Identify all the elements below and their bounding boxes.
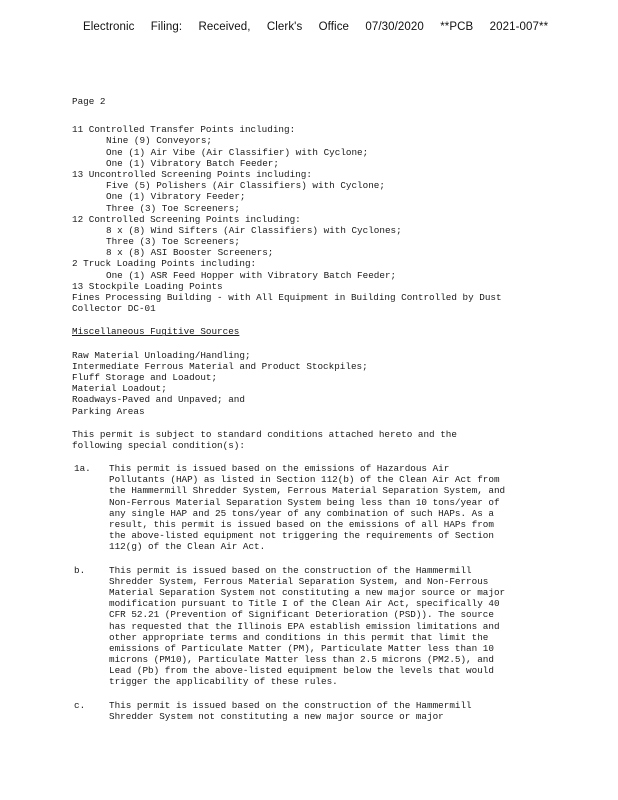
condition-label: 1a. [74,463,91,475]
condition-b [72,565,572,688]
intro-line: This permit is subject to standard conditions attached hereto and the [72,428,457,440]
list-item: One (1) Air Vibe (Air Classifier) with Cyclone; [106,146,369,158]
section-heading: 13 Uncontrolled Screening Points including: [72,168,312,180]
header-pcb: **PCB [440,21,474,33]
condition-line: other appropriate terms and conditions in this permit that limit the [109,631,489,643]
document-body [72,96,572,722]
list-item: One (1) Vibratory Batch Feeder; [106,157,279,169]
list-item: Three (3) Toe Screeners; [106,202,240,214]
condition-line: Pollutants (HAP) as listed in Section 112(b) of the Clean Air Act from [109,474,500,486]
condition-line: the Hammermill Shredder System, Ferrous Material Separation System, and [109,485,506,497]
condition-line: Shredder System, Ferrous Material Separation System, and Non-Ferrous [109,575,489,587]
list-item: One (1) ASR Feed Hopper with Vibratory Batch Feeder; [106,269,397,281]
condition-label: c. [74,699,86,711]
condition-line: Non-Ferrous Material Separation System being less than 10 tons/year of [109,496,500,508]
list-item: Raw Material Unloading/Handling; [72,349,251,361]
header-office: Office [318,21,350,33]
condition-line: Material Separation System not constituting a new major source or major [109,586,506,598]
condition-line: emissions of Particulate Matter (PM), Particulate Matter less than 10 [109,642,494,654]
condition-line: the above-listed equipment not triggering the requirements of Section [109,530,494,542]
condition-line: has requested that the Illinois EPA establish emission limitations and [109,620,500,632]
section-heading: 12 Controlled Screening Points including: [72,213,301,225]
list-line: 13 Stockpile Loading Points [72,280,223,292]
condition-line: This permit is issued based on the construction of the Hammermill [109,699,472,711]
condition-line: trigger the applicability of these rules. [109,676,338,688]
list-line: Collector DC-01 [72,303,156,315]
list-item: One (1) Vibratory Feeder; [106,191,246,203]
misc-list [72,350,572,417]
list-item: 8 x (8) Wind Sifters (Air Classifiers) with Cyclones; [106,224,402,236]
condition-line: CFR 52.21 (Prevention of Significant Deterioration (PSD)). The source [109,609,494,621]
list-item: Nine (9) Conveyors; [106,135,213,147]
condition-line: This permit is issued based on the construction of the Hammermill [109,564,472,576]
condition-line: microns (PM10), Particulate Matter less than 2.5 microns (PM2.5), and [109,654,494,666]
condition-line: Lead (Pb) from the above-listed equipment below the levels that would [109,665,494,677]
list-item: Five (5) Polishers (Air Classifiers) with Cyclone; [106,180,385,192]
misc-heading: Miscellaneous Fugitive Sources [72,326,240,338]
header-filing: Filing: [150,21,183,33]
header-received: Received, [198,21,251,33]
list-item: Intermediate Ferrous Material and Product Stockpiles; [72,360,368,372]
condition-line: any single HAP and 25 tons/year of any combination of such HAPs. As a [109,507,494,519]
condition-line: result, this permit is issued based on the emissions of all HAPs from [109,519,494,530]
page-label: Page 2 [72,96,106,107]
condition-line: Shredder System not constituting a new major source or major [109,710,444,722]
condition-label: b. [74,564,86,576]
header-case-number: 2021-007** [489,21,549,33]
condition-line: This permit is issued based on the emissions of Hazardous Air [109,463,450,475]
condition-line: 112(g) of the Clean Air Act. [109,541,266,553]
list-item: Material Loadout; [72,383,167,395]
condition-1a [72,463,572,553]
filing-header [83,21,603,33]
list-item: Roadways-Paved and Unpaved; and [72,394,245,406]
section-heading: 2 Truck Loading Points including: [72,258,257,270]
condition-line: modification pursuant to Title I of the Clean Air Act, specifically 40 [109,598,500,610]
list-item: 8 x (8) ASI Booster Screeners; [106,247,274,259]
header-clerks: Clerk's [266,21,303,33]
list-item: Parking Areas [72,405,145,417]
equipment-list [72,124,572,314]
header-date: 07/30/2020 [365,21,424,33]
header-electronic: Electronic [83,21,135,33]
intro-line: following special condition(s): [72,439,245,451]
list-item: Fluff Storage and Loadout; [72,371,218,383]
condition-c [72,700,572,722]
list-item: Three (3) Toe Screeners; [106,236,240,248]
list-line: Fines Processing Building - with All Equipment in Building Controlled by Dust [72,292,502,303]
section-heading: 11 Controlled Transfer Points including: [72,124,296,136]
